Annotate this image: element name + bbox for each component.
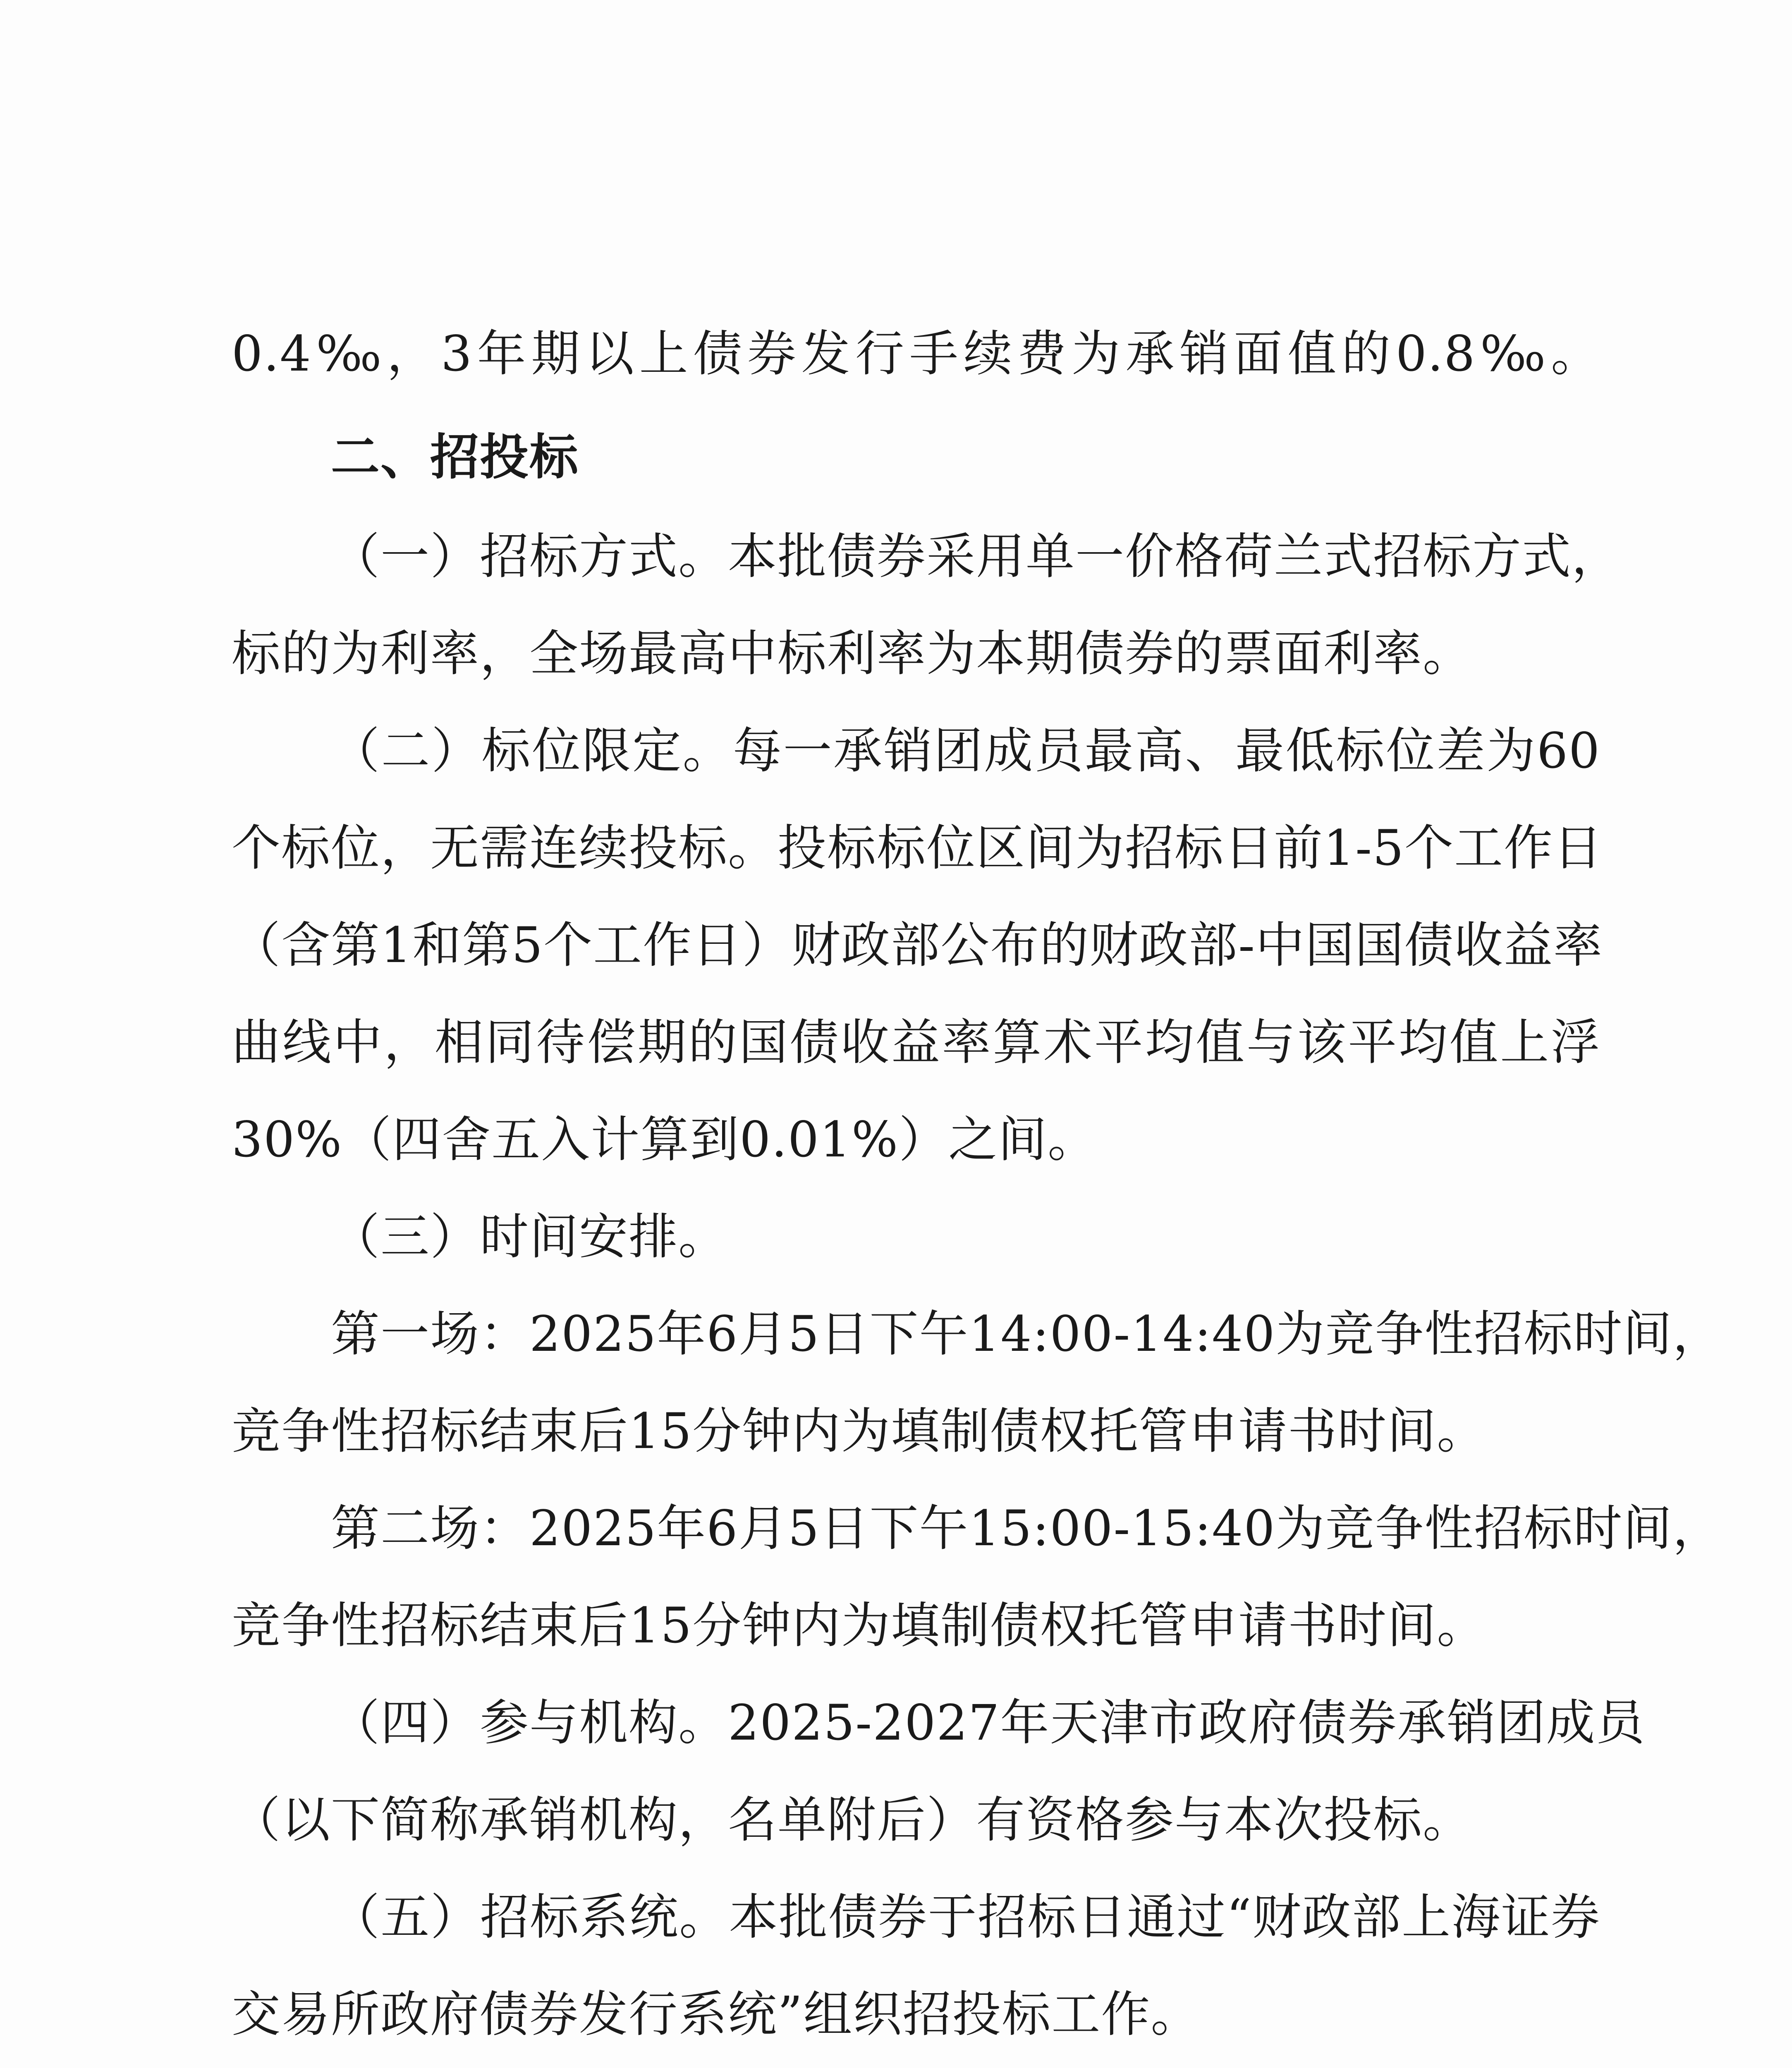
text-line-8: 曲线中，相同待偿期的国债收益率算术平均值与该平均值上浮 xyxy=(232,1014,1601,1071)
text-line-5: （二）标位限定。每一承销团成员最高、最低标位差为60 xyxy=(331,722,1601,779)
text-line-18: 交易所政府债券发行系统”组织招投标工作。 xyxy=(232,1986,1201,2043)
text-line-4: 标的为利率，全场最高中标利率为本期债券的票面利率。 xyxy=(232,625,1473,682)
section-heading-bidding: 二、招投标 xyxy=(331,428,579,486)
text-line-7: （含第1和第5个工作日）财政部公布的财政部-中国国债收益率 xyxy=(232,917,1603,974)
text-line-11: 第一场：2025年6月5日下午14:00-14:40为竞争性招标时间， xyxy=(331,1305,1723,1362)
text-line-3: （一）招标方式。本批债券采用单一价格荷兰式招标方式， xyxy=(331,528,1622,585)
text-line-12: 竞争性招标结束后15分钟内为填制债权托管申请书时间。 xyxy=(232,1403,1487,1460)
text-line-1: 0.4‰，3年期以上债券发行手续费为承销面值的0.8‰。 xyxy=(232,325,1601,382)
text-line-9: 30%（四舍五入计算到0.01%）之间。 xyxy=(232,1111,1098,1168)
text-line-15: （四）参与机构。2025-2027年天津市政府债券承销团成员 xyxy=(331,1694,1646,1751)
text-line-13: 第二场：2025年6月5日下午15:00-15:40为竞争性招标时间， xyxy=(331,1500,1723,1557)
text-line-14: 竞争性招标结束后15分钟内为填制债权托管申请书时间。 xyxy=(232,1597,1487,1654)
text-line-6: 个标位，无需连续投标。投标标位区间为招标日前1-5个工作日 xyxy=(232,819,1603,876)
text-line-17: （五）招标系统。本批债券于招标日通过“财政部上海证券 xyxy=(331,1888,1601,1946)
text-line-10: （三）时间安排。 xyxy=(331,1208,728,1265)
text-line-16: （以下简称承销机构，名单附后）有资格参与本次投标。 xyxy=(232,1791,1473,1848)
